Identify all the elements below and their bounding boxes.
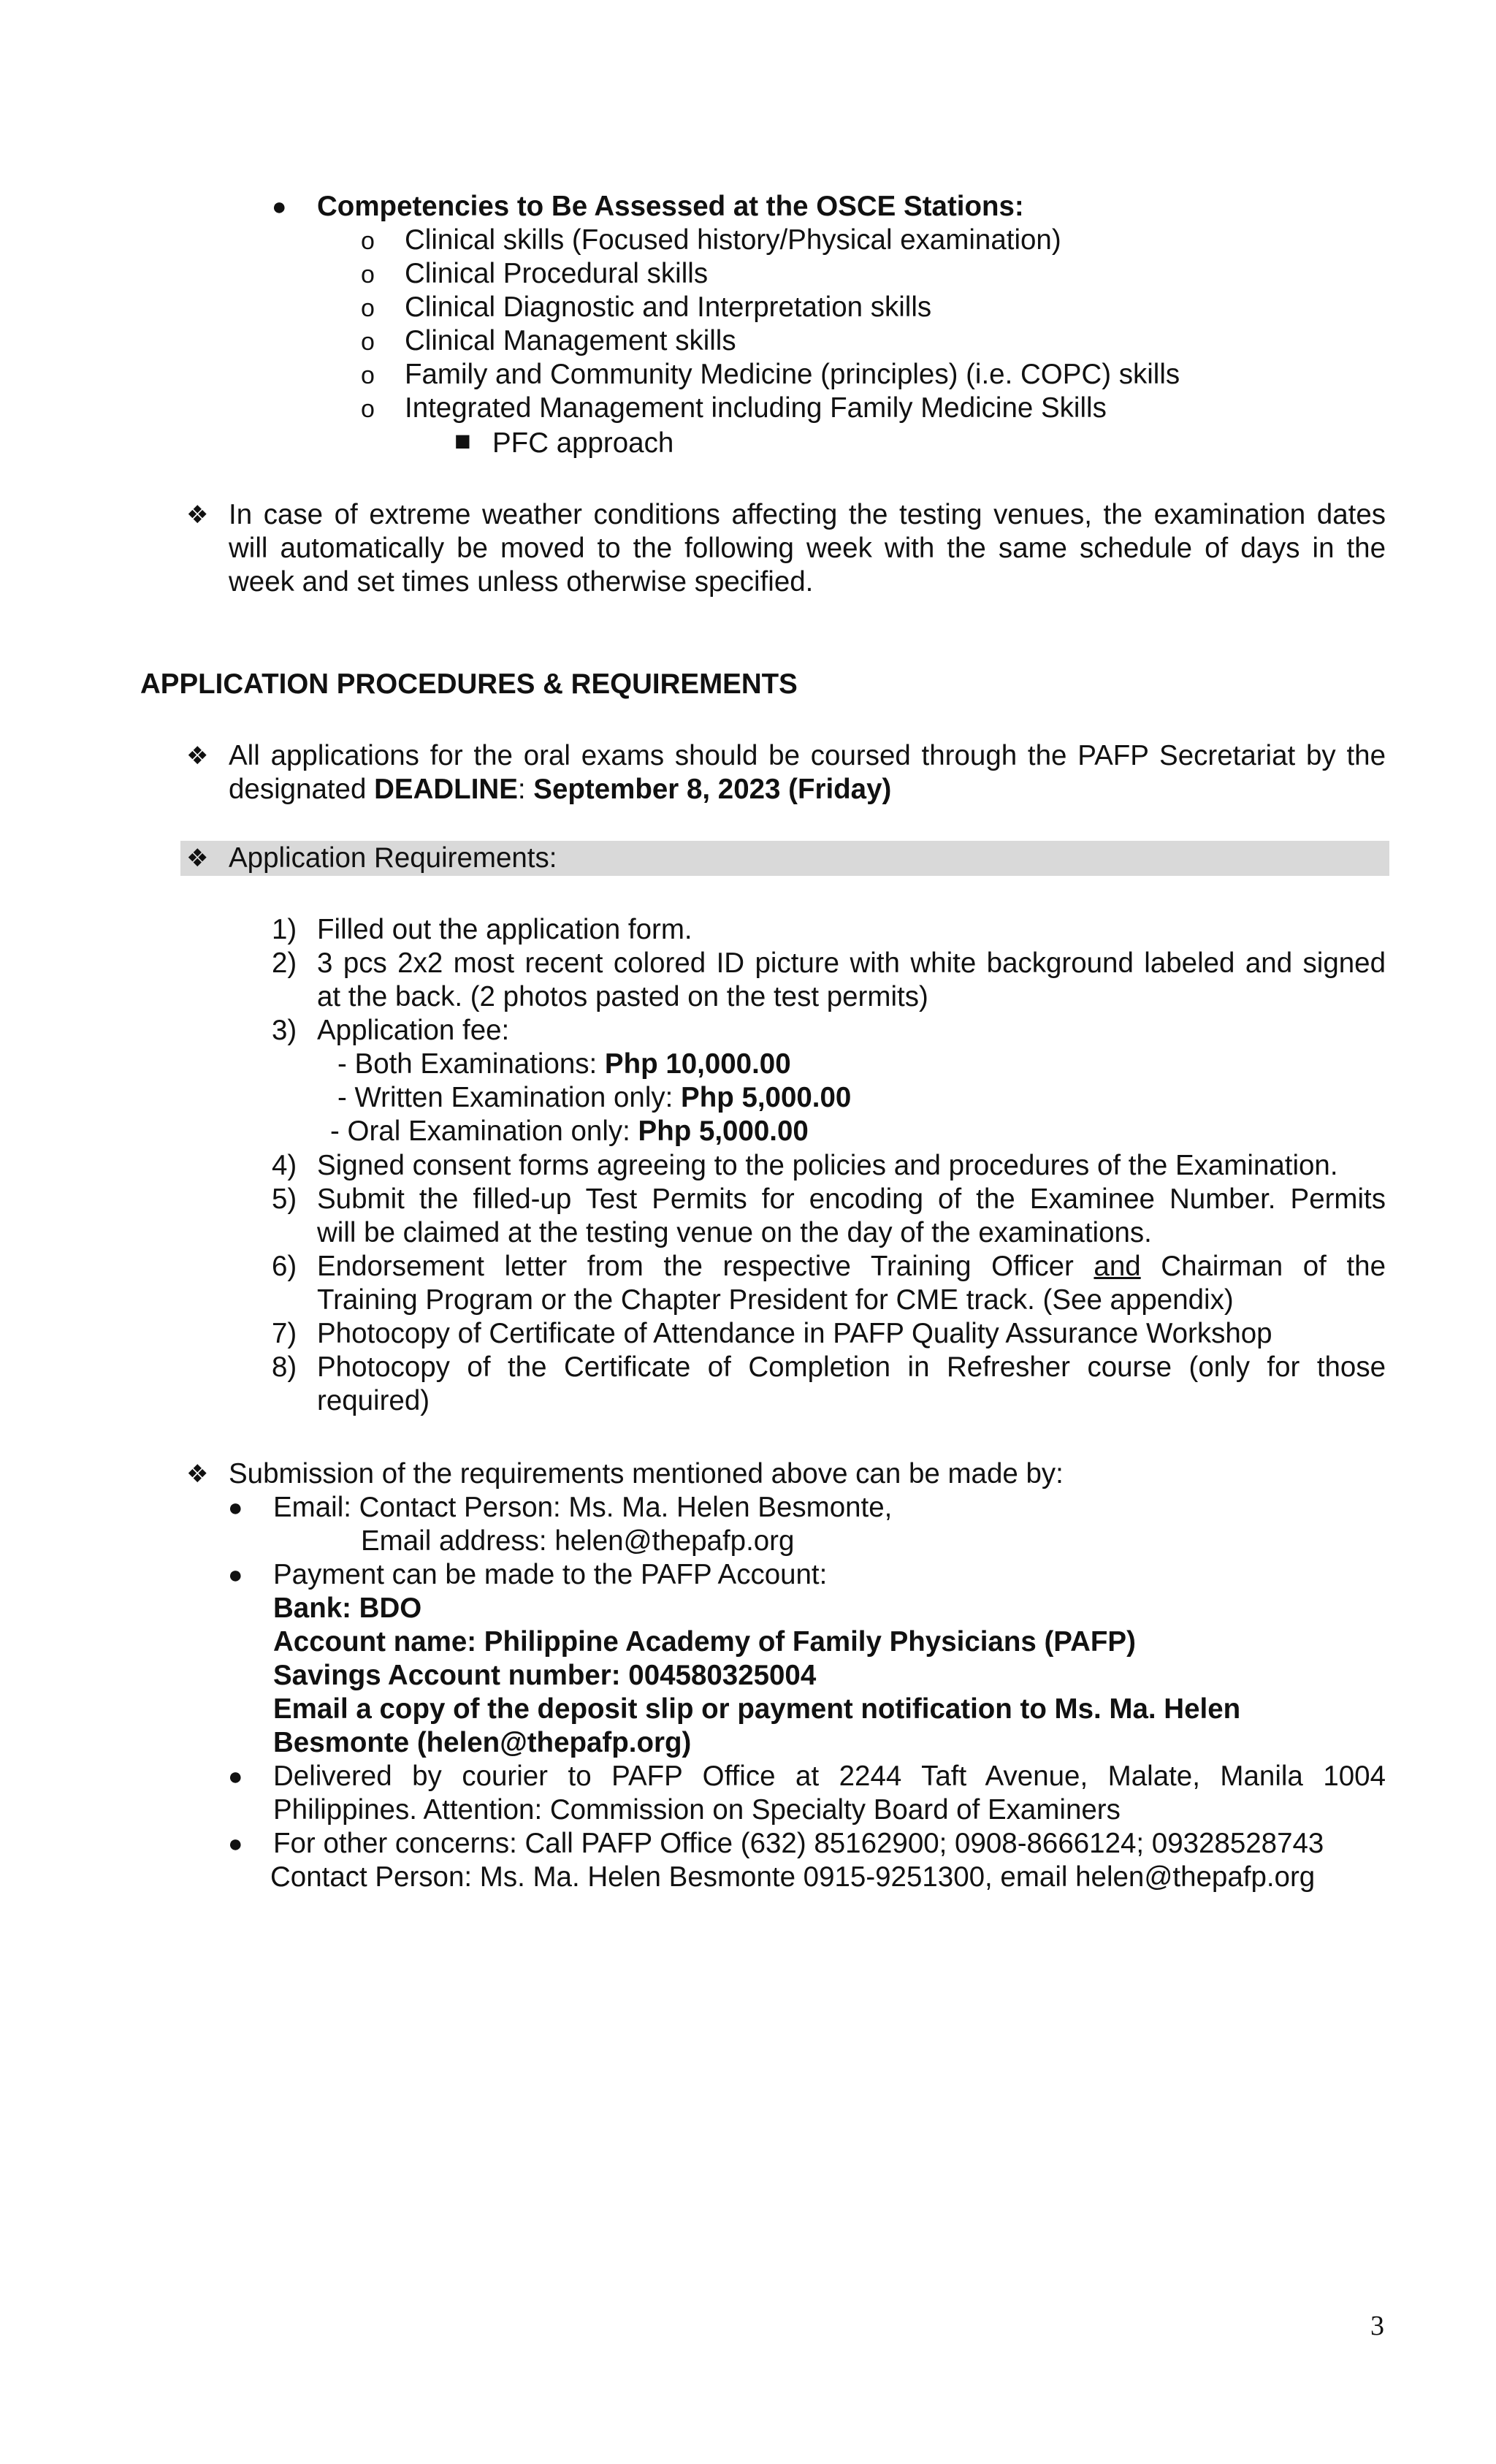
underlined-word: and: [1094, 1251, 1141, 1282]
circle-bullet-icon: o: [361, 395, 375, 423]
list-number: 3): [272, 1015, 297, 1046]
circle-bullet-icon: o: [361, 261, 375, 289]
list-number: 5): [272, 1183, 297, 1215]
deadline-line: [229, 773, 1386, 806]
fee-label: - Oral Examination only:: [330, 1115, 638, 1147]
fee-amount: Php 5,000.00: [681, 1082, 852, 1113]
requirements-heading: Application Requirements:: [229, 842, 557, 874]
page-number: 3: [1370, 2311, 1384, 2341]
bullet-icon: ●: [272, 193, 287, 221]
weather-line: week and set times unless otherwise specified.: [229, 566, 814, 598]
account-number: Savings Account number: 004580325004: [273, 1660, 817, 1691]
diamond-bullet-icon: ❖: [186, 741, 209, 771]
diamond-bullet-icon: ❖: [186, 844, 209, 873]
email-copy-line: Besmonte (helen@thepafp.org): [273, 1727, 692, 1758]
bullet-icon: ●: [228, 1561, 243, 1589]
requirement-8: [317, 1351, 1386, 1418]
fee-amount: Php 10,000.00: [604, 1048, 791, 1080]
requirement-1: Filled out the application form.: [317, 914, 692, 945]
diamond-bullet-icon: ❖: [186, 500, 209, 530]
requirement-7: Photocopy of Certificate of Attendance in PAFP Quality Assurance Workshop: [317, 1318, 1272, 1349]
circle-bullet-icon: o: [361, 328, 375, 356]
payment-intro: Payment can be made to the PAFP Account:: [273, 1559, 828, 1590]
osce-item: Clinical skills (Focused history/Physical examination): [405, 224, 1061, 256]
requirement-line: Training Program or the Chapter President for CME track. (See appendix): [317, 1284, 1234, 1316]
concerns-line: For other concerns: Call PAFP Office (632) 85162900; 0908-8666124; 09328528743: [273, 1828, 1324, 1859]
deadline-line: All applications for the oral exams should be coursed through the PAFP Secretariat by the: [229, 740, 1386, 771]
section-title: APPLICATION PROCEDURES & REQUIREMENTS: [140, 668, 798, 700]
requirement-line: [317, 1250, 1386, 1284]
osce-subitem: PFC approach: [492, 427, 674, 459]
list-number: 2): [272, 947, 297, 979]
osce-item: Clinical Procedural skills: [405, 258, 709, 289]
circle-bullet-icon: o: [361, 362, 375, 389]
account-name: Account name: Philippine Academy of Family Physicians (PAFP): [273, 1626, 1136, 1658]
circle-bullet-icon: o: [361, 294, 375, 322]
bank-name: Bank: BDO: [273, 1593, 422, 1624]
text-run: Endorsement letter from the respective Training Officer: [317, 1251, 1094, 1282]
courier-line: Delivered by courier to PAFP Office at 2244 Taft Avenue, Malate, Manila 1004: [273, 1761, 1386, 1792]
osce-item: Clinical Diagnostic and Interpretation skills: [405, 291, 932, 323]
courier-line: Philippines. Attention: Commission on Specialty Board of Examiners: [273, 1794, 1121, 1826]
fee-line: [330, 1115, 809, 1148]
list-number: 4): [272, 1150, 297, 1181]
list-number: 8): [272, 1351, 297, 1383]
weather-line: In case of extreme weather conditions affecting the testing venues, the examination dates: [229, 499, 1386, 530]
fee-label: - Written Examination only:: [337, 1082, 682, 1113]
weather-note: [229, 498, 1386, 599]
list-number: 6): [272, 1251, 297, 1282]
requirement-line: at the back. (2 photos pasted on the test permits): [317, 981, 928, 1012]
osce-item: Clinical Management skills: [405, 325, 736, 356]
osce-heading: Competencies to Be Assessed at the OSCE Stations:: [317, 191, 1024, 222]
courier-note: [273, 1760, 1386, 1827]
requirement-line: will be claimed at the testing venue on the day of the examinations.: [317, 1217, 1152, 1248]
requirement-line: 3 pcs 2x2 most recent colored ID picture with white background labeled and signed: [317, 947, 1386, 979]
bullet-icon: ●: [228, 1763, 243, 1790]
list-number: 7): [272, 1318, 297, 1349]
requirement-6: [317, 1250, 1386, 1317]
deadline-prefix: designated: [229, 774, 375, 805]
contact-line: Contact Person: Ms. Ma. Helen Besmonte 0915-9251300, email helen@thepafp.org: [270, 1861, 1316, 1893]
square-bullet-icon: ■: [454, 430, 471, 451]
bullet-icon: ●: [228, 1830, 243, 1858]
text-run: Chairman of the: [1140, 1251, 1386, 1282]
deadline-note: [229, 739, 1386, 806]
requirement-line: Submit the filled-up Test Permits for encoding of the Examinee Number. Permits: [317, 1183, 1386, 1215]
deadline-label: DEADLINE: [374, 774, 518, 805]
requirement-3: Application fee:: [317, 1015, 510, 1046]
osce-item: Family and Community Medicine (principles) (i.e. COPC) skills: [405, 359, 1180, 390]
submission-heading: Submission of the requirements mentioned above can be made by:: [229, 1458, 1064, 1490]
fee-amount: Php 5,000.00: [638, 1115, 809, 1147]
email-address: Email address: helen@thepafp.org: [361, 1525, 795, 1557]
list-number: 1): [272, 914, 297, 945]
requirement-5: [317, 1183, 1386, 1250]
weather-line: will automatically be moved to the following week with the same schedule of days in the: [229, 533, 1386, 564]
fee-line: [337, 1081, 851, 1115]
deadline-date: September 8, 2023 (Friday): [533, 774, 892, 805]
deadline-sep: :: [517, 774, 534, 805]
fee-line: [337, 1048, 791, 1081]
osce-item: Integrated Management including Family Medicine Skills: [405, 392, 1107, 424]
requirement-line: required): [317, 1385, 430, 1416]
requirement-2: [317, 947, 1386, 1014]
circle-bullet-icon: o: [361, 227, 375, 255]
email-copy-line: Email a copy of the deposit slip or payment notification to Ms. Ma. Helen: [273, 1693, 1241, 1725]
fee-label: - Both Examinations:: [337, 1048, 605, 1080]
email-contact: Email: Contact Person: Ms. Ma. Helen Besmonte,: [273, 1492, 893, 1523]
requirement-line: Photocopy of the Certificate of Completion in Refresher course (only for those: [317, 1351, 1386, 1383]
requirement-4: Signed consent forms agreeing to the policies and procedures of the Examination.: [317, 1150, 1338, 1181]
diamond-bullet-icon: ❖: [186, 1460, 209, 1489]
bullet-icon: ●: [228, 1494, 243, 1522]
